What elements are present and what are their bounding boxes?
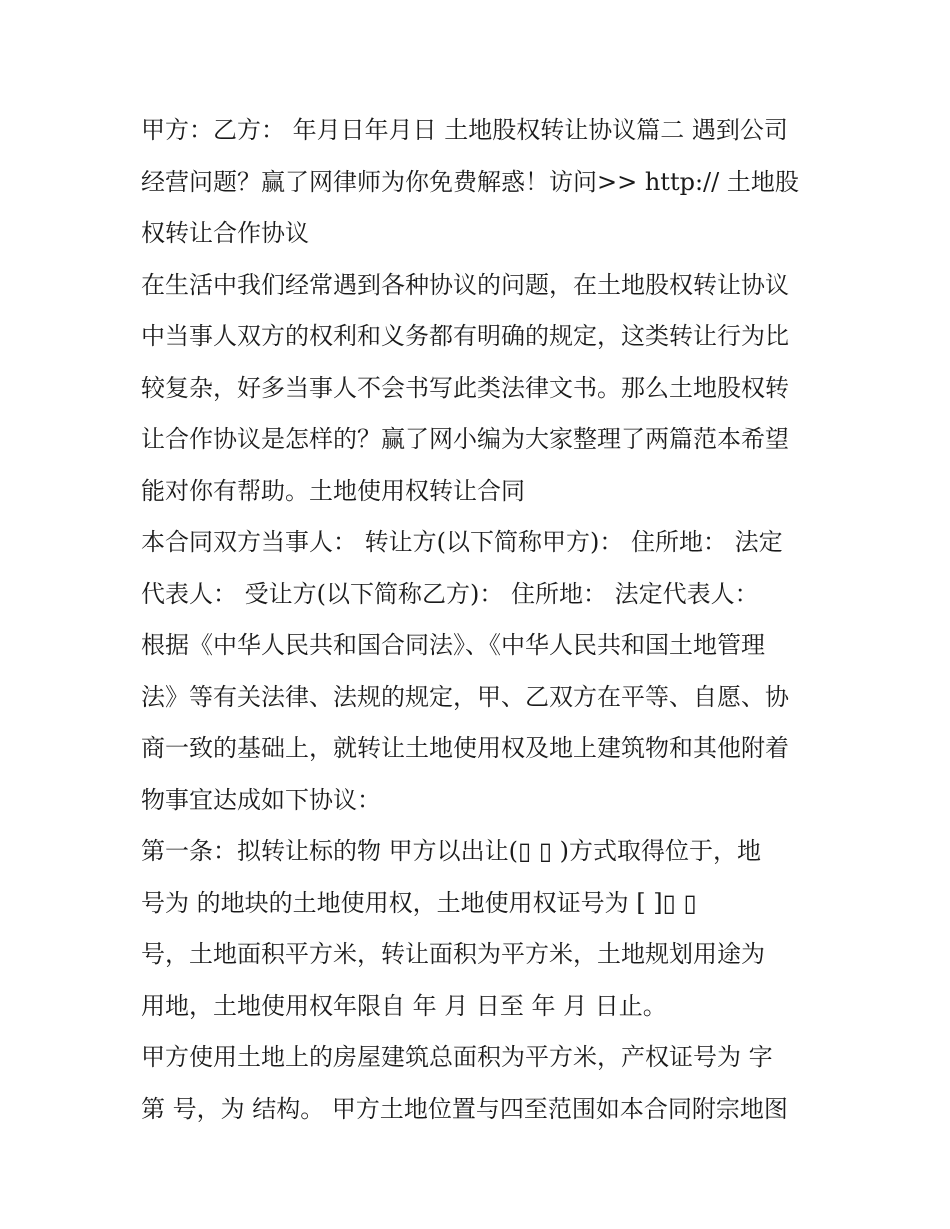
text-line: 第一条：拟转让标的物 甲方以出让(▯ ▯ )方式取得位于，地: [141, 837, 762, 865]
text-line: 用地，土地使用权年限自 年 月 日至 年 月 日止。: [141, 991, 667, 1020]
text-line: 号，土地面积平方米，转让面积为平方米，土地规划用途为: [141, 940, 765, 968]
text-line: 中当事人双方的权利和义务都有明确的规定，这类转让行为比: [141, 322, 789, 350]
text-line: 法》等有关法律、法规的规定，甲、乙双方在平等、自愿、协: [141, 682, 789, 711]
text-line: 根据《中华人民共和国合同法》、《中华人民共和国土地管理: [141, 631, 765, 659]
paragraph-parties: [141, 517, 816, 620]
paragraph-article-one: [141, 826, 816, 1032]
text-line: 物事宜达成如下协议：: [141, 785, 381, 814]
text-line: 能对你有帮助。土地使用权转让合同: [141, 476, 525, 505]
paragraph-buildings: [141, 1032, 816, 1135]
text-line: 让合作协议是怎样的？赢了网小编为大家整理了两篇范本希望: [141, 425, 789, 453]
text-line: 本合同双方当事人： 转让方(以下简称甲方)： 住所地： 法定: [141, 528, 783, 556]
text-line: 在生活中我们经常遇到各种协议的问题，在土地股权转让协议: [141, 270, 789, 299]
paragraph-intro: [141, 260, 816, 518]
text-line: 较复杂，好多当事人不会书写此类法律文书。那么土地股权转: [141, 373, 789, 402]
text-line: 甲方使用土地上的房屋建筑总面积为平方米，产权证号为 字: [141, 1043, 773, 1071]
text-line: 商一致的基础上，就转让土地使用权及地上建筑物和其他附着: [141, 734, 789, 762]
document-body: [141, 105, 816, 1135]
text-line: 第 号，为 结构。 甲方土地位置与四至范围如本合同附宗地图: [141, 1094, 788, 1123]
text-line: 甲方：乙方： 年月日年月日 土地股权转让协议篇二 遇到公司: [141, 116, 788, 144]
text-line: 代表人： 受让方(以下简称乙方)： 住所地： 法定代表人：: [141, 579, 759, 608]
text-line: 号为 的地块的土地使用权，土地使用权证号为 [ ]▯ ▯: [141, 888, 697, 917]
text-line: 权转让合作协议: [141, 219, 309, 247]
paragraph-basis: [141, 620, 816, 826]
text-line: 经营问题？赢了网律师为你免费解惑！访问>> http:// 土地股: [141, 167, 799, 196]
paragraph-header: [141, 105, 816, 260]
